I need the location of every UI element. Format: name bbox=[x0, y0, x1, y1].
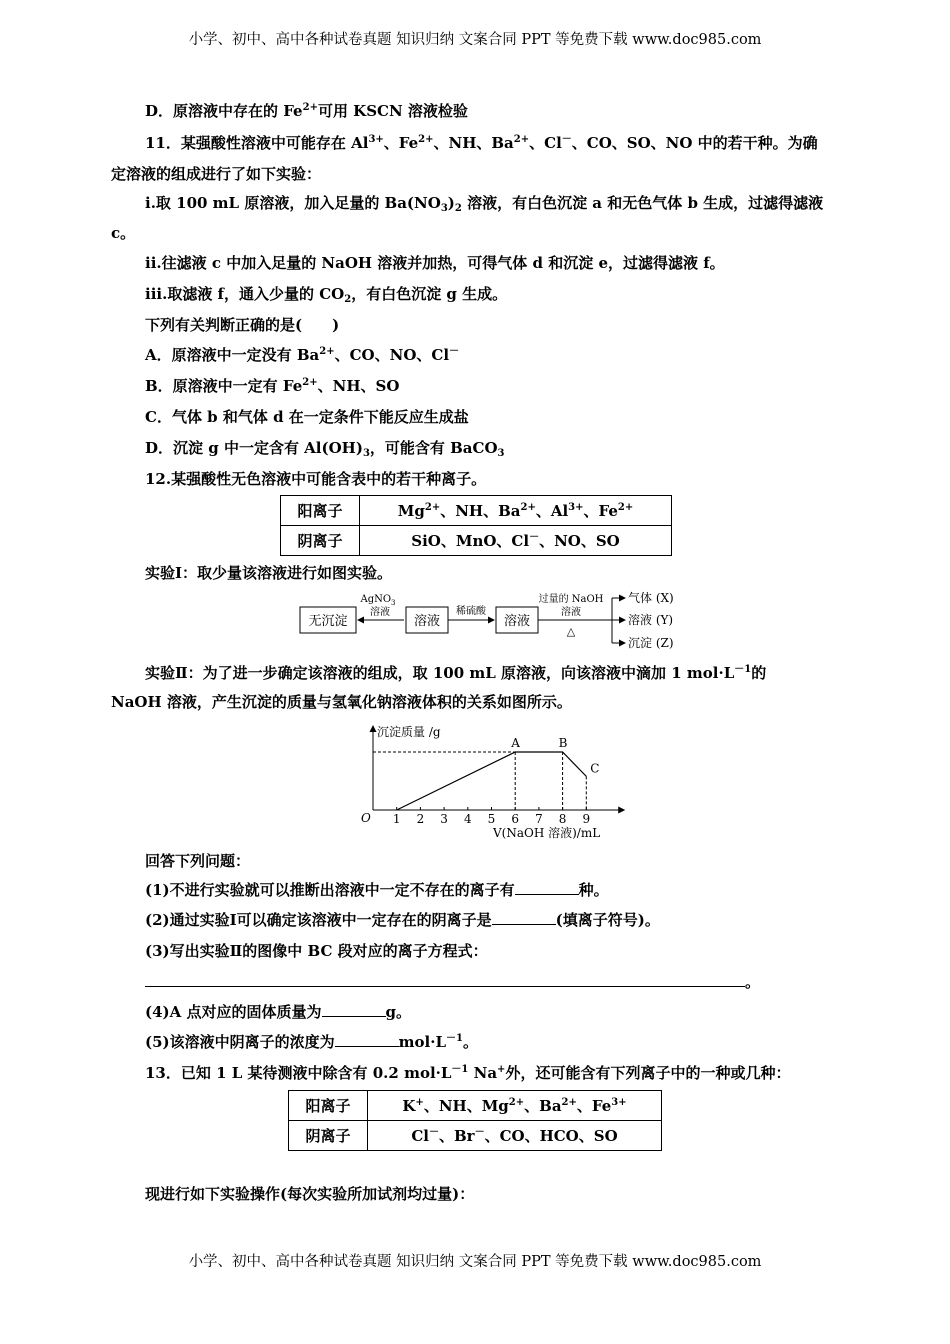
q11-option-a[interactable]: A．原溶液中一定没有 $Ba^{2+}$、CO、NO、Cl－ bbox=[145, 346, 460, 364]
flow-arrow3-bottom: △ bbox=[566, 625, 576, 638]
chart-x-tick-label: 9 bbox=[582, 812, 591, 826]
q12-sub4: (4)A 点对应的固体质量为 g。 bbox=[145, 1003, 411, 1021]
q12-answer-head: 回答下列问题： bbox=[145, 852, 251, 870]
q11-stem-line1: 11．某强酸性溶液中可能存在 $Al^{3+}$、$Fe^{2+}$、NH、$Ba^{2+}$、Cl－、CO、SO、NO 中的若干种。为确 bbox=[145, 134, 818, 152]
q11-step1-cont: c。 bbox=[111, 224, 136, 242]
anion-list: SiO、MnO、Cl－、NO、SO bbox=[360, 526, 672, 556]
page-header: 小学、初中、高中各种试卷真题 知识归纳 文案合同 PPT 等免费下载 www.doc985.com bbox=[188, 32, 762, 48]
flow-out-gas: 气体 (X) bbox=[628, 591, 674, 605]
table-row bbox=[289, 1121, 662, 1151]
chart-x-tick-label: 8 bbox=[558, 812, 567, 826]
q13-next: 现进行如下实验操作(每次实验所加试剂均过量)： bbox=[145, 1185, 475, 1203]
chart-x-tick-label: 3 bbox=[440, 812, 448, 826]
chart-point-label: A bbox=[511, 736, 520, 750]
q11-option-b[interactable]: B．原溶液中一定有 $Fe^{2+}$、NH、SO bbox=[145, 377, 400, 395]
chart-y-label: 沉淀质量 /g bbox=[377, 725, 441, 739]
q12-sub5: (5)该溶液中阴离子的浓度为 $mol\cdot L^{-1}$。 bbox=[145, 1033, 478, 1051]
q12-exp2-line1: 实验Ⅱ：为了进一步确定该溶液的组成，取 100 mL 原溶液，向该溶液中滴加 1 $mol\cdot L^{-1}$的 bbox=[145, 664, 767, 682]
answer-blank-1[interactable] bbox=[515, 894, 579, 895]
q11-ask: 下列有关判断正确的是( ) bbox=[145, 316, 340, 334]
flow-arrow3-top: 过量的 NaOH bbox=[538, 594, 604, 605]
table-row bbox=[289, 1091, 662, 1121]
flow-out-solution: 溶液 (Y) bbox=[628, 613, 674, 627]
flow-box2-text: 溶液 bbox=[413, 614, 441, 629]
anion-label: 阴离子 bbox=[281, 526, 360, 556]
q11-step2: ii.往滤液 c 中加入足量的 NaOH 溶液并加热，可得气体 d 和沉淀 e，过滤得滤液 f。 bbox=[145, 254, 725, 272]
flow-arrow1-bottom: 溶液 bbox=[370, 607, 390, 618]
chart-point-label: B bbox=[558, 736, 568, 750]
q12-sub2: (2)通过实验Ⅰ可以确定该溶液中一定存在的阴离子是 (填离子符号)。 bbox=[145, 911, 660, 929]
q12-stem: 12.某强酸性无色溶液中可能含表中的若干种离子。 bbox=[145, 470, 487, 488]
q10-option-d[interactable]: D．原溶液中存在的 $Fe^{2+}$可用 KSCN 溶液检验 bbox=[145, 102, 468, 120]
anion-list: Cl－、Br－、CO、HCO、SO bbox=[368, 1121, 662, 1151]
q12-exp1: 实验Ⅰ：取少量该溶液进行如图实验。 bbox=[145, 564, 393, 582]
anion-label: 阴离子 bbox=[289, 1121, 368, 1151]
answer-blank-2[interactable] bbox=[492, 924, 556, 925]
chart-x-tick-label: 7 bbox=[535, 812, 543, 826]
q12-sub3-answer: 。 bbox=[145, 972, 760, 992]
answer-blank-3[interactable] bbox=[145, 986, 745, 987]
q11-option-c[interactable]: C．气体 b 和气体 d 在一定条件下能反应生成盐 bbox=[145, 408, 469, 426]
table-row bbox=[281, 526, 672, 556]
flow-out-precipitate: 沉淀 (Z) bbox=[628, 636, 674, 650]
flow-box1-text: 无沉淀 bbox=[308, 614, 348, 629]
answer-blank-5[interactable] bbox=[335, 1046, 399, 1047]
chart-x-label: V(NaOH 溶液)/mL bbox=[493, 826, 601, 840]
chart-x-tick-label: 1 bbox=[392, 812, 401, 826]
cation-list: K+、NH、$Mg^{2+}$、$Ba^{2+}$、$Fe^{3+}$ bbox=[368, 1091, 662, 1121]
q12-exp2-line2: NaOH 溶液，产生沉淀的质量与氢氧化钠溶液体积的关系如图所示。 bbox=[111, 693, 572, 711]
precipitate-mass-chart bbox=[350, 718, 630, 840]
experiment-flow-diagram bbox=[295, 588, 695, 654]
cation-list: $Mg^{2+}$、NH、$Ba^{2+}$、$Al^{3+}$、$Fe^{2+}$ bbox=[360, 496, 672, 526]
q11-stem-line2: 定溶液的组成进行了如下实验： bbox=[111, 165, 322, 183]
q12-sub1: (1)不进行实验就可以推断出溶液中一定不存在的离子有 种。 bbox=[145, 881, 609, 899]
q11-step1: i.取 100 mL 原溶液，加入足量的 $Ba(NO_3)_2$ 溶液，有白色沉淀 a 和无色气体 b 生成，过滤得滤液 bbox=[145, 194, 824, 214]
chart-series-line bbox=[397, 752, 587, 810]
chart-x-tick-label: 5 bbox=[487, 812, 496, 826]
chart-point-label: C bbox=[590, 761, 600, 776]
answer-blank-4[interactable] bbox=[322, 1016, 386, 1017]
page-footer: 小学、初中、高中各种试卷真题 知识归纳 文案合同 PPT 等免费下载 www.doc985.com bbox=[188, 1254, 762, 1270]
flow-box3-text: 溶液 bbox=[503, 614, 531, 629]
table-row bbox=[281, 496, 672, 526]
q12-sub3: (3)写出实验Ⅱ的图像中 BC 段对应的离子方程式： bbox=[145, 942, 488, 960]
chart-x-tick-label: 6 bbox=[511, 812, 520, 826]
cation-label: 阳离子 bbox=[289, 1091, 368, 1121]
q13-ion-table bbox=[288, 1090, 662, 1151]
chart-origin-label: O bbox=[361, 811, 371, 825]
chart-x-tick-label: 4 bbox=[463, 812, 472, 826]
q11-option-d[interactable]: D．沉淀 g 中一定含有 $Al(OH)_3$，可能含有 BaCO$_3$ bbox=[145, 439, 505, 459]
cation-label: 阳离子 bbox=[281, 496, 360, 526]
q12-ion-table bbox=[280, 495, 672, 556]
flow-arrow3-mid: 溶液 bbox=[561, 607, 581, 618]
q13-stem: 13．已知 1 L 某待测液中除含有 0.2 $mol\cdot L^{-1}$ Na+外，还可能含有下列离子中的一种或几种： bbox=[145, 1064, 791, 1082]
flow-arrow2-label: 稀硫酸 bbox=[456, 606, 486, 617]
chart-x-tick-label: 2 bbox=[416, 812, 425, 826]
q11-step3: iii.取滤液 f，通入少量的 $CO_2$，有白色沉淀 g 生成。 bbox=[145, 285, 508, 305]
flow-arrow1-top: AgNO$_3$ bbox=[360, 594, 396, 607]
